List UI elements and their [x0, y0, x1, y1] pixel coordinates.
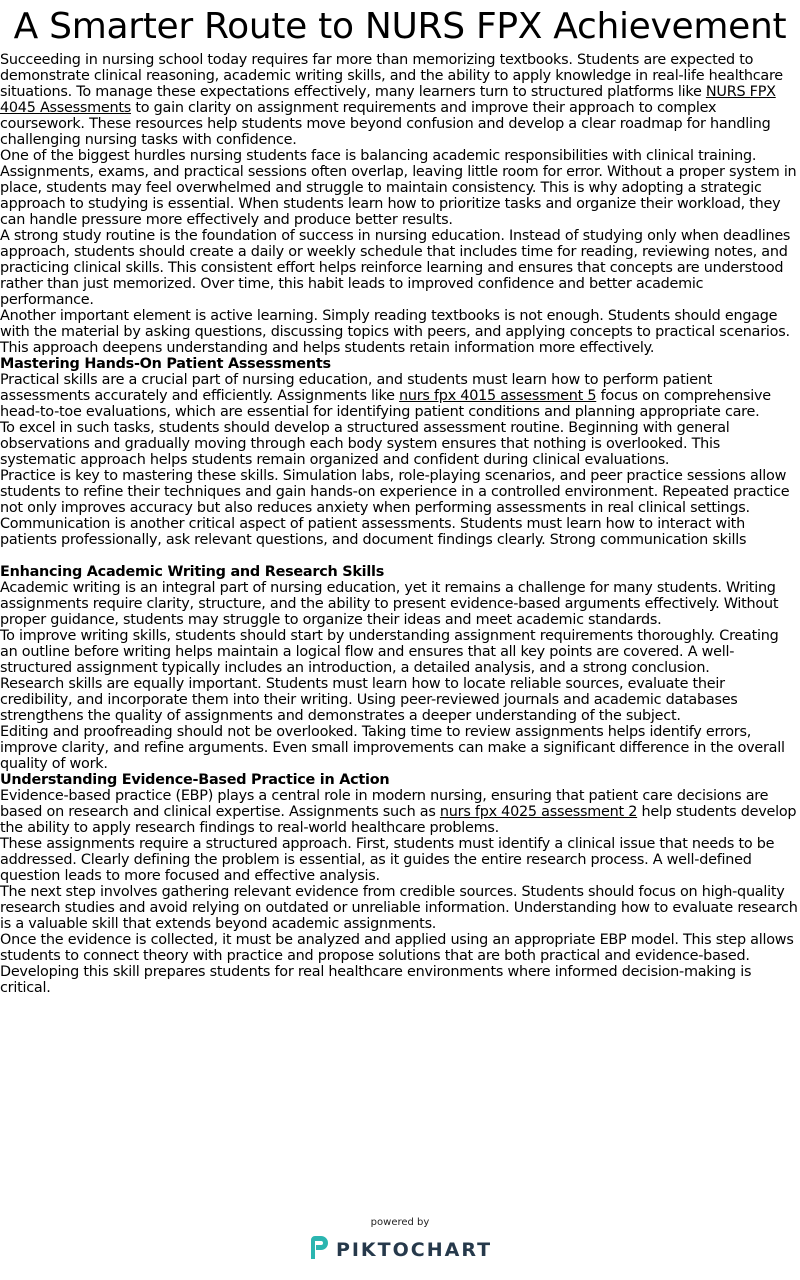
paragraph: Communication is another critical aspect of patient assessments. Students must learn how to interact with patients professionally, ask relevant questions, and document findings clearly. Strong communication skills: [0, 516, 747, 548]
section-heading: Mastering Hands-On Patient Assessments: [0, 356, 331, 372]
paragraph: Another important element is active learning. Simply reading textbooks is not enough. Students should engage with the material by asking questions, discussing topics with peers, and applying concepts to practical scenarios. This approach deepens understanding and helps students retain information more effectively.: [0, 308, 790, 356]
paragraph: To excel in such tasks, students should develop a structured assessment routine. Beginning with general observations and gradually moving through each body system ensures that nothing is overlooked. This systematic approach helps students remain organized and confident during clinical evaluations.: [0, 420, 730, 468]
page-title: A Smarter Route to NURS FPX Achievement: [13, 6, 787, 47]
nurs-fpx-4045-link[interactable]: NURS FPX 4045 Assessments: [0, 84, 776, 116]
footer: [0, 1216, 800, 1265]
paragraph: A strong study routine is the foundation of success in nursing education. Instead of studying only when deadlines approach, students should create a daily or weekly schedule that includes time for reading, reviewing notes, and practicing clinical skills. This consistent effort helps reinforce learning and ensures that concepts are understood rather than just memorized. Over time, this habit leads to improved confidence and better academic performance.: [0, 228, 791, 308]
piktochart-logo-icon: [308, 1234, 330, 1265]
nurs-fpx-4015-link[interactable]: nurs fpx 4015 assessment 5: [399, 388, 597, 404]
paragraph-text: focus on comprehensive head-to-toe evaluations, which are essential for identifying patient conditions and planning appropriate care.: [0, 388, 771, 420]
nurs-fpx-4025-link[interactable]: nurs fpx 4025 assessment 2: [439, 804, 638, 820]
paragraph: [0, 52, 800, 148]
paragraph-text: Evidence-based practice (EBP) plays a central role in modern nursing, ensuring that patient care decisions are based on research and clinical expertise. Assignments such as: [0, 788, 769, 820]
paragraph: Academic writing is an integral part of nursing education, yet it remains a challenge for many students. Writing assignments require clarity, structure, and the ability to present evidence-based arguments effectively. Without proper guidance, students may struggle to organize their ideas and meet academic standards.: [0, 580, 779, 628]
piktochart-wordmark: PIKTOCHART: [335, 1238, 493, 1261]
section-heading: Understanding Evidence-Based Practice in Action: [0, 772, 390, 788]
piktochart-logo-link[interactable]: [308, 1234, 492, 1265]
paragraph: Research skills are equally important. Students must learn how to locate reliable sources, evaluate their credibility, and incorporate them into their writing. Using peer-reviewed journals and academic databases strengthens the quality of assignments and demonstrates a deeper understanding of the subject.: [0, 676, 738, 724]
section-heading: Enhancing Academic Writing and Research Skills: [0, 564, 385, 580]
paragraph: To improve writing skills, students should start by understanding assignment requirements thoroughly. Creating an outline before writing helps maintain a logical flow and ensures that all key points are covered. A well-structured assignment typically includes an introduction, a detailed analysis, and a strong conclusion.: [0, 628, 779, 676]
paragraph: The next step involves gathering relevant evidence from credible sources. Students should focus on high-quality research studies and avoid relying on outdated or unreliable information. Understanding how to evaluate research is a valuable skill that extends beyond academic assignments.: [0, 884, 798, 932]
paragraph-text: Succeeding in nursing school today requires far more than memorizing textbooks. Students are expected to demonstrate clinical reasoning, academic writing skills, and the ability to apply knowledge in real-life healthcare situations. To manage these expectations effectively, many learners turn to structured platforms like: [0, 52, 783, 100]
paragraph: One of the biggest hurdles nursing students face is balancing academic responsibilities with clinical training. Assignments, exams, and practical sessions often overlap, leaving little room for error. Without a proper system in place, students may feel overwhelmed and struggle to maintain consistency. This is why adopting a strategic approach to studying is essential. When students learn how to prioritize tasks and organize their workload, they can handle pressure more effectively and produce better results.: [0, 148, 797, 228]
spacer: [0, 548, 800, 564]
paragraph: These assignments require a structured approach. First, students must identify a clinical issue that needs to be addressed. Clearly defining the problem is essential, as it guides the entire research process. A well-defined question leads to more focused and effective analysis.: [0, 836, 775, 884]
paragraph: Editing and proofreading should not be overlooked. Taking time to review assignments helps identify errors, improve clarity, and refine arguments. Even small improvements can make a significant difference in the overall quality of work.: [0, 724, 785, 772]
paragraph-text: help students develop the ability to apply research findings to real-world healthcare problems.: [0, 804, 797, 836]
paragraph: [0, 372, 800, 420]
article-body: [0, 52, 800, 996]
paragraph: [0, 788, 800, 836]
paragraph: Practice is key to mastering these skills. Simulation labs, role-playing scenarios, and peer practice sessions allow students to refine their techniques and gain hands-on experience in a controlled environment. Repeated practice not only improves accuracy but also reduces anxiety when performing assessments in real clinical settings.: [0, 468, 790, 516]
paragraph-text: Practical skills are a crucial part of nursing education, and students must learn how to perform patient assessments accurately and efficiently. Assignments like: [0, 372, 713, 404]
paragraph-text: to gain clarity on assignment requirements and improve their approach to complex coursework. These resources help students move beyond confusion and develop a clear roadmap for handling challenging nursing tasks with confidence.: [0, 100, 771, 148]
paragraph: Once the evidence is collected, it must be analyzed and applied using an appropriate EBP model. This step allows students to connect theory with practice and propose solutions that are both practical and evidence-based. Developing this skill prepares students for real healthcare environments where informed decision-making is critical.: [0, 932, 794, 996]
powered-by-label: powered by: [370, 1217, 430, 1228]
